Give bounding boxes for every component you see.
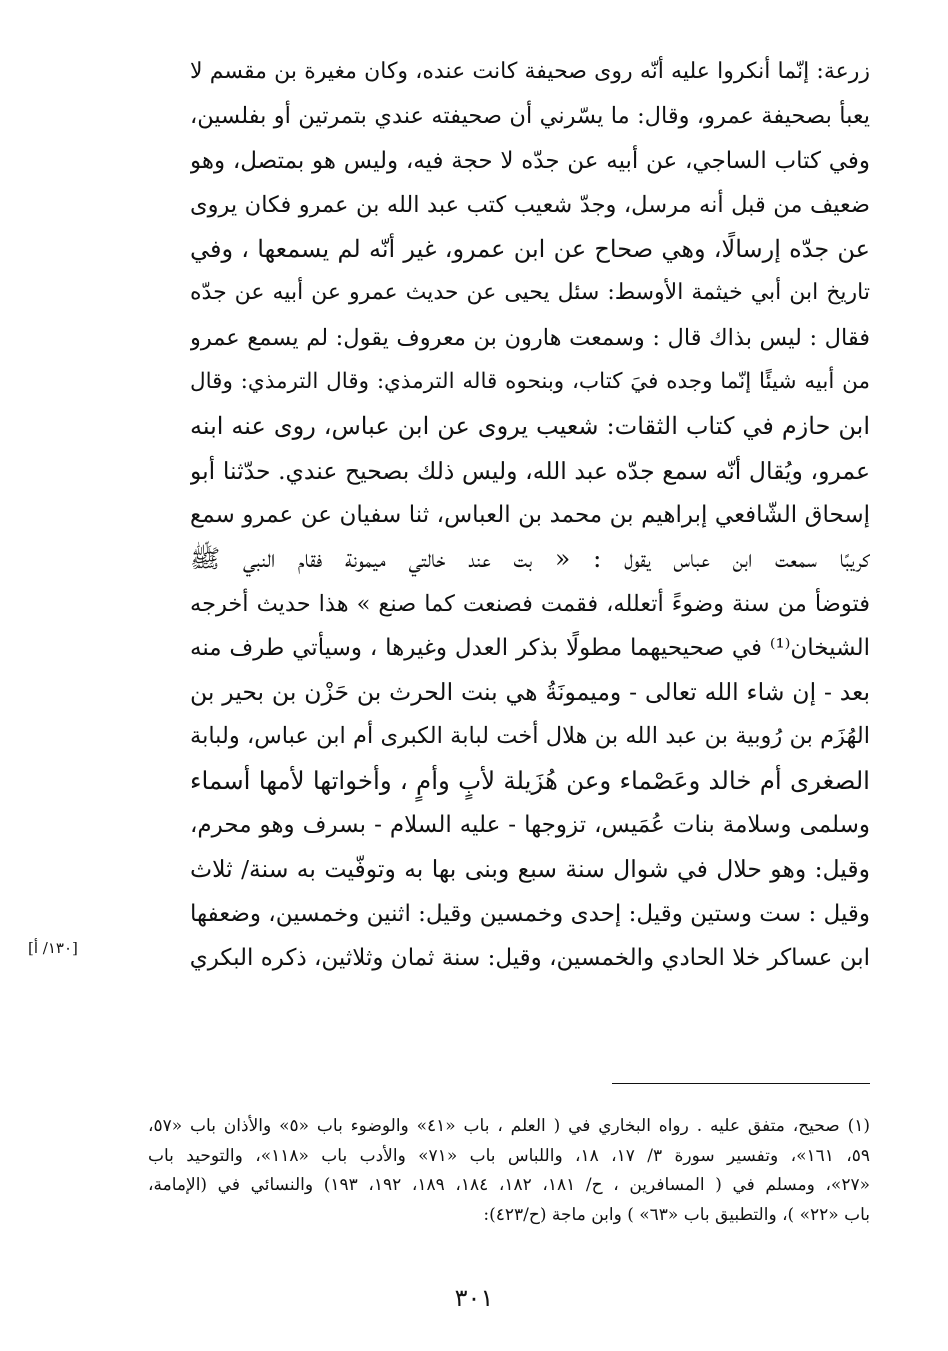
text-line: زرعة: إنّما أنكروا عليه أنّه روى صحيفة كانت عنده، وكان مغيرة بن مقسم لا — [190, 59, 870, 84]
footnotes — [148, 1112, 870, 1230]
text-line: بعد - إن شاء الله تعالى - وميمونَةُ هي بنت الحرث بن حَزْن بن بحير بن — [190, 678, 870, 707]
text-line: وقيل: وهو حلال في شوال سنة سبع وبنى بها به وتوفّيت به سنة/ ثلاث — [190, 855, 870, 884]
main-text — [190, 50, 870, 980]
text-line: تاريخ ابن أبي خيثمة الأوسط: سئل يحيى عن حديث عمرو عن أبيه عن جدّه — [190, 280, 870, 306]
text-line: ابن حازم في كتاب الثقات: شعيب يروى عن ابن عباس، روى عنه ابنه — [190, 412, 870, 441]
text-line: يعبأ بصحيفة عمرو، وقال: ما يسّرني أن صحيفته عندي بتمرتين أو بفلسين، — [190, 103, 870, 130]
text-line: وقيل : ست وستين وقيل: إحدى وخمسين وقيل: اثنين وخمسين، وضعفها — [190, 900, 870, 927]
text-line: عمرو، ويُقال أنّه سمع جدّه عبد الله، وليس ذلك بصحيح عندي. حدّثنا أبو — [190, 456, 870, 485]
page-number: ٣٠١ — [454, 1284, 494, 1312]
text-line: عن جدّه إرسالًا، وهي صحاح عن ابن عمرو، غير أنّه لم يسمعها ، وفي — [190, 235, 870, 264]
footnote-line: (١) صحيح، متفق عليه . رواه البخاري في ( العلم ، باب «٤١» والوضوء باب «٥» والأذان باب «٥٧، — [148, 1116, 870, 1136]
text-line: الهُزَم بن رُوبية بن عبد الله بن هلال أخت لبابة الكبرى أم ابن عباس، ولبابة — [190, 723, 870, 750]
text-line: وسلمى وسلامة بنات عُمَيس، تزوجها - عليه السلام - بسرف وهو محرم، — [190, 812, 870, 839]
manuscript-folio-marker: [١٣٠/ أ] — [28, 939, 78, 957]
text-line: كريبًا سمعت ابن عباس يقول : « بت عند خالتي ميمونة فقام النبي ﷺ — [190, 544, 870, 574]
footnote-separator — [612, 1083, 870, 1084]
footnote-line: ٥٩، ١٦١»، وتفسير سورة ٣/ ١٧، ١٨، واللباس باب «٧١» والأدب باب «١١٨»، والتوحيد باب — [148, 1145, 870, 1166]
text-line: من أبيه شيئًا إنّما وجده فيَ كتاب، وبنحوه قاله الترمذي: وقال الترمذي: وقال — [190, 369, 870, 395]
text-line: ابن عساكر خلا الحادي والخمسين، وقيل: سنة ثمان وثلاثين، ذكره البكري — [190, 944, 870, 971]
text-line: إسحاق الشّافعي إبراهيم بن محمد بن العباس، ثنا سفيان عن عمرو سمع — [190, 501, 870, 528]
text-line: ضعيف من قبل أنه مرسل، وجدّ شعيب كتب عبد الله بن عمرو فكان يروى — [190, 191, 870, 218]
text-line: الصغرى أم خالد وعَصْماء وعن هُزَيلة لأبٍ وأمٍ ، وأخواتها لأمها أسماء — [190, 765, 870, 795]
footnote-line: «٢٧»، ومسلم في ( المسافرين ، ح/ ١٨١، ١٨٢، ١٨٤، ١٨٩، ١٩٢، ١٩٣) والنسائي في (الإمامة، — [148, 1175, 870, 1195]
text-line: الشيخان⁽¹⁾ في صحيحيهما مطولًا بذكر العدل وغيرها ، وسيأتي طرف منه — [190, 634, 870, 661]
text-line: فتوضأ من سنة وضوءً أتعلله، فقمت فصنعت كما صنع » هذا حديث أخرجه — [190, 590, 870, 617]
text-line: وفي كتاب الساجي، عن أبيه عن جدّه لا حجة فيه، وليس هو بمتصل، وهو — [190, 147, 870, 174]
footnote-line: باب «٢٢» )، والتطبيق باب «٦٣» ) وابن ماجة (ح/٤٢٣): — [483, 1204, 870, 1225]
text-line: فقال : ليس بذاك قال : وسمعت هارون بن معروف يقول: لم يسمع عمرو — [190, 324, 870, 351]
